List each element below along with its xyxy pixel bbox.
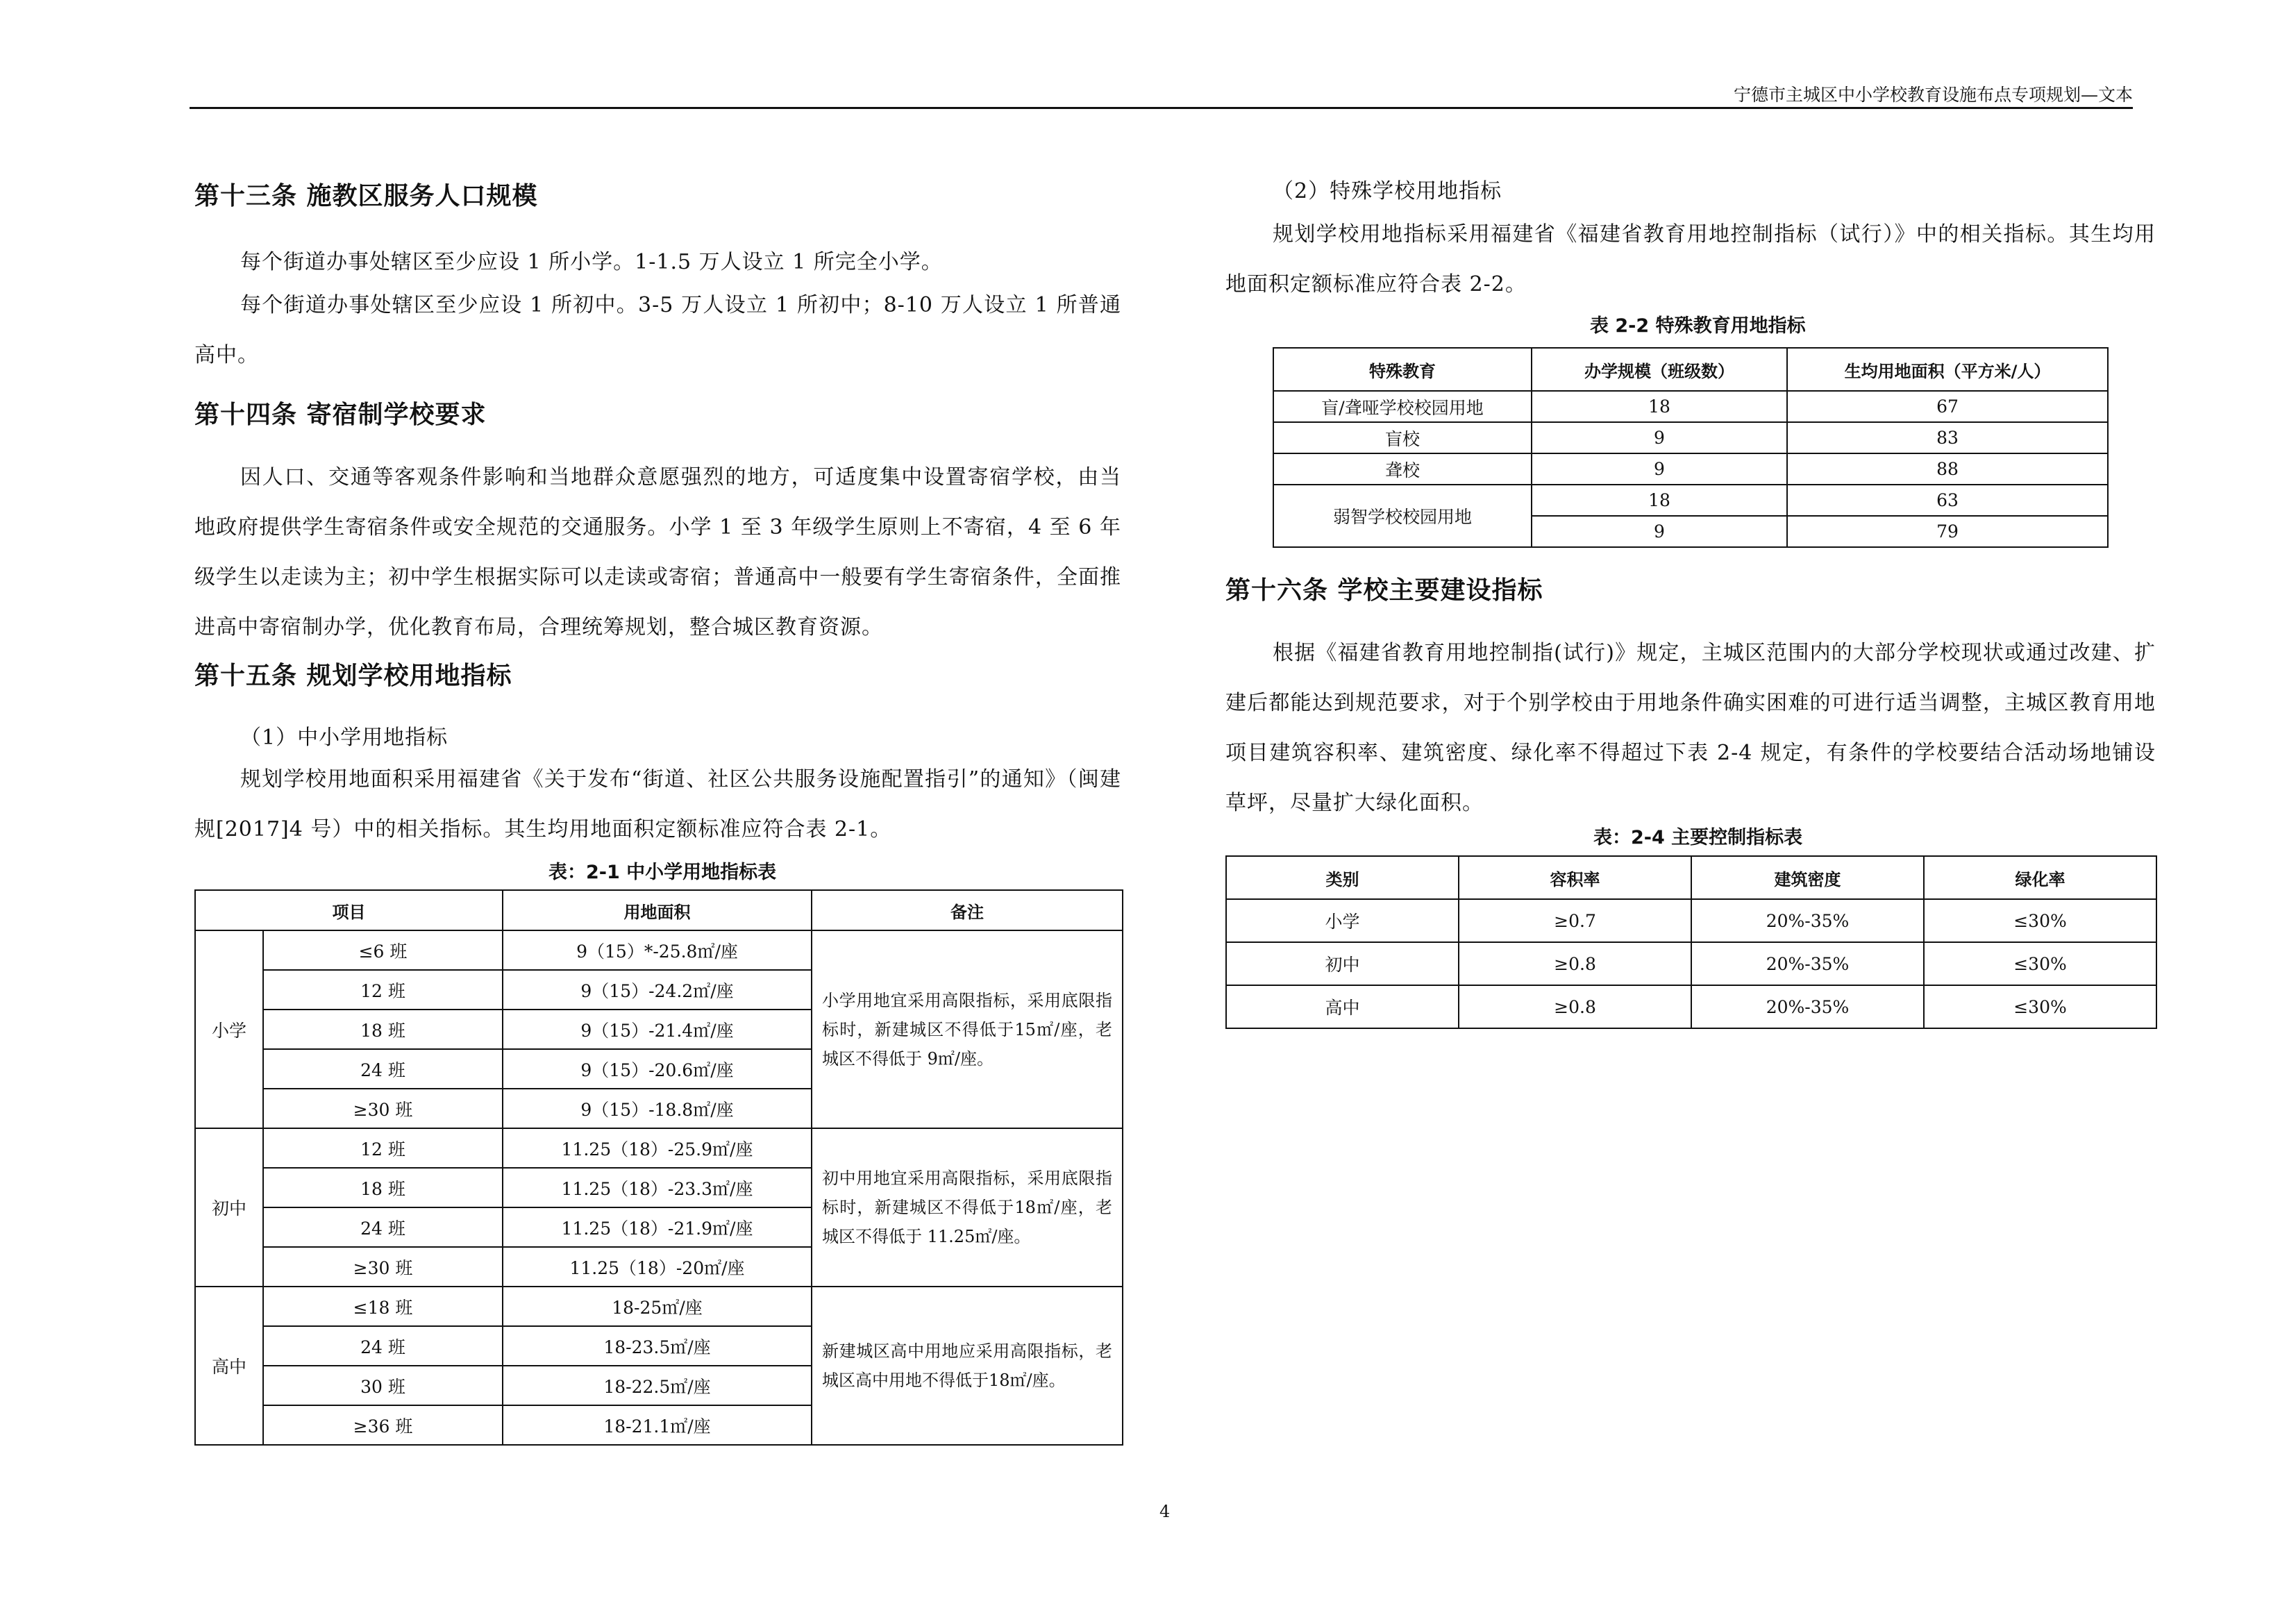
column-header-plot-ratio: 容积率 xyxy=(1459,856,1691,899)
building-density-cell: 20%-35% xyxy=(1691,985,1924,1028)
school-type-cell: 盲校 xyxy=(1273,422,1532,453)
school-type-cell: 聋校 xyxy=(1273,453,1532,485)
class-count-cell: 9 xyxy=(1532,516,1787,547)
green-ratio-cell: ≤30% xyxy=(1924,942,2156,985)
class-size-cell: ≥36 班 xyxy=(263,1405,503,1445)
class-size-cell: 12 班 xyxy=(263,1128,503,1168)
class-count-cell: 9 xyxy=(1532,422,1787,453)
class-size-cell: 12 班 xyxy=(263,970,503,1010)
class-size-cell: ≥30 班 xyxy=(263,1247,503,1287)
class-size-cell: 24 班 xyxy=(263,1326,503,1366)
column-header-note: 备注 xyxy=(812,890,1123,930)
article-15-paragraph: 规划学校用地面积采用福建省《关于发布“街道、社区公共服务设施配置指引”的通知》（闽建规[2017]4 号）中的相关指标。其生均用地面积定额标准应符合表 2-1。 xyxy=(194,767,1121,842)
group-label: 初中 xyxy=(195,1128,263,1287)
category-cell: 小学 xyxy=(1226,899,1459,942)
note-cell: 小学用地宜采用高限指标，采用底限指标时，新建城区不得低于15㎡/座，老城区不得低于 9㎡/座。 xyxy=(812,930,1123,1128)
table-2-1-header-row xyxy=(195,890,1123,930)
area-cell: 18-21.1㎡/座 xyxy=(503,1405,812,1445)
table-row xyxy=(1273,422,2108,453)
area-cell: 9（15）-24.2㎡/座 xyxy=(503,970,812,1010)
plot-ratio-cell: ≥0.7 xyxy=(1459,899,1691,942)
column-header-school-scale: 办学规模（班级数） xyxy=(1532,348,1787,391)
area-cell: 79 xyxy=(1787,516,2108,547)
table-2-2-caption: 表 2-2 特殊教育用地指标 xyxy=(1590,315,1806,337)
plot-ratio-cell: ≥0.8 xyxy=(1459,985,1691,1028)
special-schools-subheading: （2）特殊学校用地指标 xyxy=(1273,179,1502,203)
school-type-cell: 盲/聋哑学校校园用地 xyxy=(1273,391,1532,422)
area-cell: 9（15）*-25.8㎡/座 xyxy=(503,930,812,970)
area-cell: 63 xyxy=(1787,485,2108,516)
school-type-cell: 弱智学校校园用地 xyxy=(1273,485,1532,547)
building-density-cell: 20%-35% xyxy=(1691,942,1924,985)
article-13-heading: 第十三条 施教区服务人口规模 xyxy=(194,182,538,210)
note-cell: 新建城区高中用地应采用高限指标，老城区高中用地不得低于18㎡/座。 xyxy=(812,1287,1123,1445)
article-15-subheading-1: （1）中小学用地指标 xyxy=(240,726,449,750)
area-cell: 18-25㎡/座 xyxy=(503,1287,812,1326)
area-cell: 11.25（18）-25.9㎡/座 xyxy=(503,1128,812,1168)
table-row xyxy=(1273,485,2108,516)
group-label: 高中 xyxy=(195,1287,263,1445)
area-cell: 11.25（18）-23.3㎡/座 xyxy=(503,1168,812,1207)
class-size-cell: ≤18 班 xyxy=(263,1287,503,1326)
area-cell: 83 xyxy=(1787,422,2108,453)
table-row xyxy=(195,930,1123,970)
area-cell: 18-23.5㎡/座 xyxy=(503,1326,812,1366)
area-cell: 88 xyxy=(1787,453,2108,485)
building-density-cell: 20%-35% xyxy=(1691,899,1924,942)
table-row xyxy=(195,1287,1123,1326)
table-row xyxy=(1226,985,2156,1028)
class-size-cell: 18 班 xyxy=(263,1168,503,1207)
table-row xyxy=(1226,899,2156,942)
category-cell: 初中 xyxy=(1226,942,1459,985)
green-ratio-cell: ≤30% xyxy=(1924,985,2156,1028)
class-size-cell: 30 班 xyxy=(263,1366,503,1405)
table-2-1-caption: 表：2-1 中小学用地指标表 xyxy=(548,862,777,883)
column-header-area-per-student: 生均用地面积（平方米/人） xyxy=(1787,348,2108,391)
article-14-heading: 第十四条 寄宿制学校要求 xyxy=(194,401,487,429)
special-schools-paragraph: 规划学校用地指标采用福建省《福建省教育用地控制指标（试行）》中的相关指标。其生均用地面积定额标准应符合表 2-2。 xyxy=(1225,222,2156,296)
group-label: 小学 xyxy=(195,930,263,1128)
class-size-cell: 24 班 xyxy=(263,1049,503,1089)
area-cell: 11.25（18）-20㎡/座 xyxy=(503,1247,812,1287)
document-title: 宁德市主城区中小学校教育设施布点专项规划—文本 xyxy=(1733,85,2133,105)
header-rule xyxy=(190,107,2133,109)
area-cell: 9（15）-18.8㎡/座 xyxy=(503,1089,812,1128)
class-size-cell: ≥30 班 xyxy=(263,1089,503,1128)
category-cell: 高中 xyxy=(1226,985,1459,1028)
table-2-4 xyxy=(1225,855,2157,1029)
table-2-4-caption: 表：2-4 主要控制指标表 xyxy=(1593,827,1803,848)
article-16-paragraph: 根据《福建省教育用地控制指(试行)》规定，主城区范围内的大部分学校现状或通过改建、扩建后都能达到规范要求，对于个别学校由于用地条件确实困难的可进行适当调整，主城区教育用地项目建筑容积率、建筑密度、绿化率不得超过下表 2-4 规定，有条件的学校要结合活动场地铺设草坪，尽量扩大绿化面积。 xyxy=(1225,641,2156,815)
table-2-1 xyxy=(194,889,1123,1446)
area-cell: 18-22.5㎡/座 xyxy=(503,1366,812,1405)
article-13-paragraph-2: 每个街道办事处辖区至少应设 1 所初中。3-5 万人设立 1 所初中；8-10 万人设立 1 所普通高中。 xyxy=(194,293,1121,367)
column-header-building-density: 建筑密度 xyxy=(1691,856,1924,899)
column-header-special-education: 特殊教育 xyxy=(1273,348,1532,391)
page-number: 4 xyxy=(1159,1502,1171,1521)
table-row xyxy=(1273,453,2108,485)
green-ratio-cell: ≤30% xyxy=(1924,899,2156,942)
class-size-cell: 18 班 xyxy=(263,1010,503,1049)
article-13-paragraph-1: 每个街道办事处辖区至少应设 1 所小学。1-1.5 万人设立 1 所完全小学。 xyxy=(240,250,943,274)
article-15-heading: 第十五条 规划学校用地指标 xyxy=(194,662,512,690)
class-size-cell: ≤6 班 xyxy=(263,930,503,970)
plot-ratio-cell: ≥0.8 xyxy=(1459,942,1691,985)
class-count-cell: 9 xyxy=(1532,453,1787,485)
note-cell: 初中用地宜采用高限指标，采用底限指标时，新建城区不得低于18㎡/座，老城区不得低于 11.25㎡/座。 xyxy=(812,1128,1123,1287)
column-header-item: 项目 xyxy=(195,890,503,930)
area-cell: 67 xyxy=(1787,391,2108,422)
area-cell: 11.25（18）-21.9㎡/座 xyxy=(503,1207,812,1247)
class-count-cell: 18 xyxy=(1532,485,1787,516)
area-cell: 9（15）-21.4㎡/座 xyxy=(503,1010,812,1049)
column-header-category: 类别 xyxy=(1226,856,1459,899)
table-row xyxy=(1273,391,2108,422)
table-row xyxy=(195,1128,1123,1168)
column-header-area: 用地面积 xyxy=(503,890,812,930)
table-row xyxy=(1226,942,2156,985)
column-header-green-ratio: 绿化率 xyxy=(1924,856,2156,899)
class-count-cell: 18 xyxy=(1532,391,1787,422)
table-2-2 xyxy=(1273,347,2109,548)
area-cell: 9（15）-20.6㎡/座 xyxy=(503,1049,812,1089)
class-size-cell: 24 班 xyxy=(263,1207,503,1247)
article-16-heading: 第十六条 学校主要建设指标 xyxy=(1225,576,1543,605)
table-2-2-header-row xyxy=(1273,348,2108,391)
article-14-paragraph: 因人口、交通等客观条件影响和当地群众意愿强烈的地方，可适度集中设置寄宿学校，由当地政府提供学生寄宿条件或安全规范的交通服务。小学 1 至 3 年级学生原则上不寄宿，4 至 6 年级学生以走读为主；初中学生根据实际可以走读或寄宿；普通高中一般要有学生寄宿条件，全面推进高中寄宿制办学，优化教育布局，合理统筹规划，整合城区教育资源。 xyxy=(194,465,1121,639)
table-2-4-header-row xyxy=(1226,856,2156,899)
